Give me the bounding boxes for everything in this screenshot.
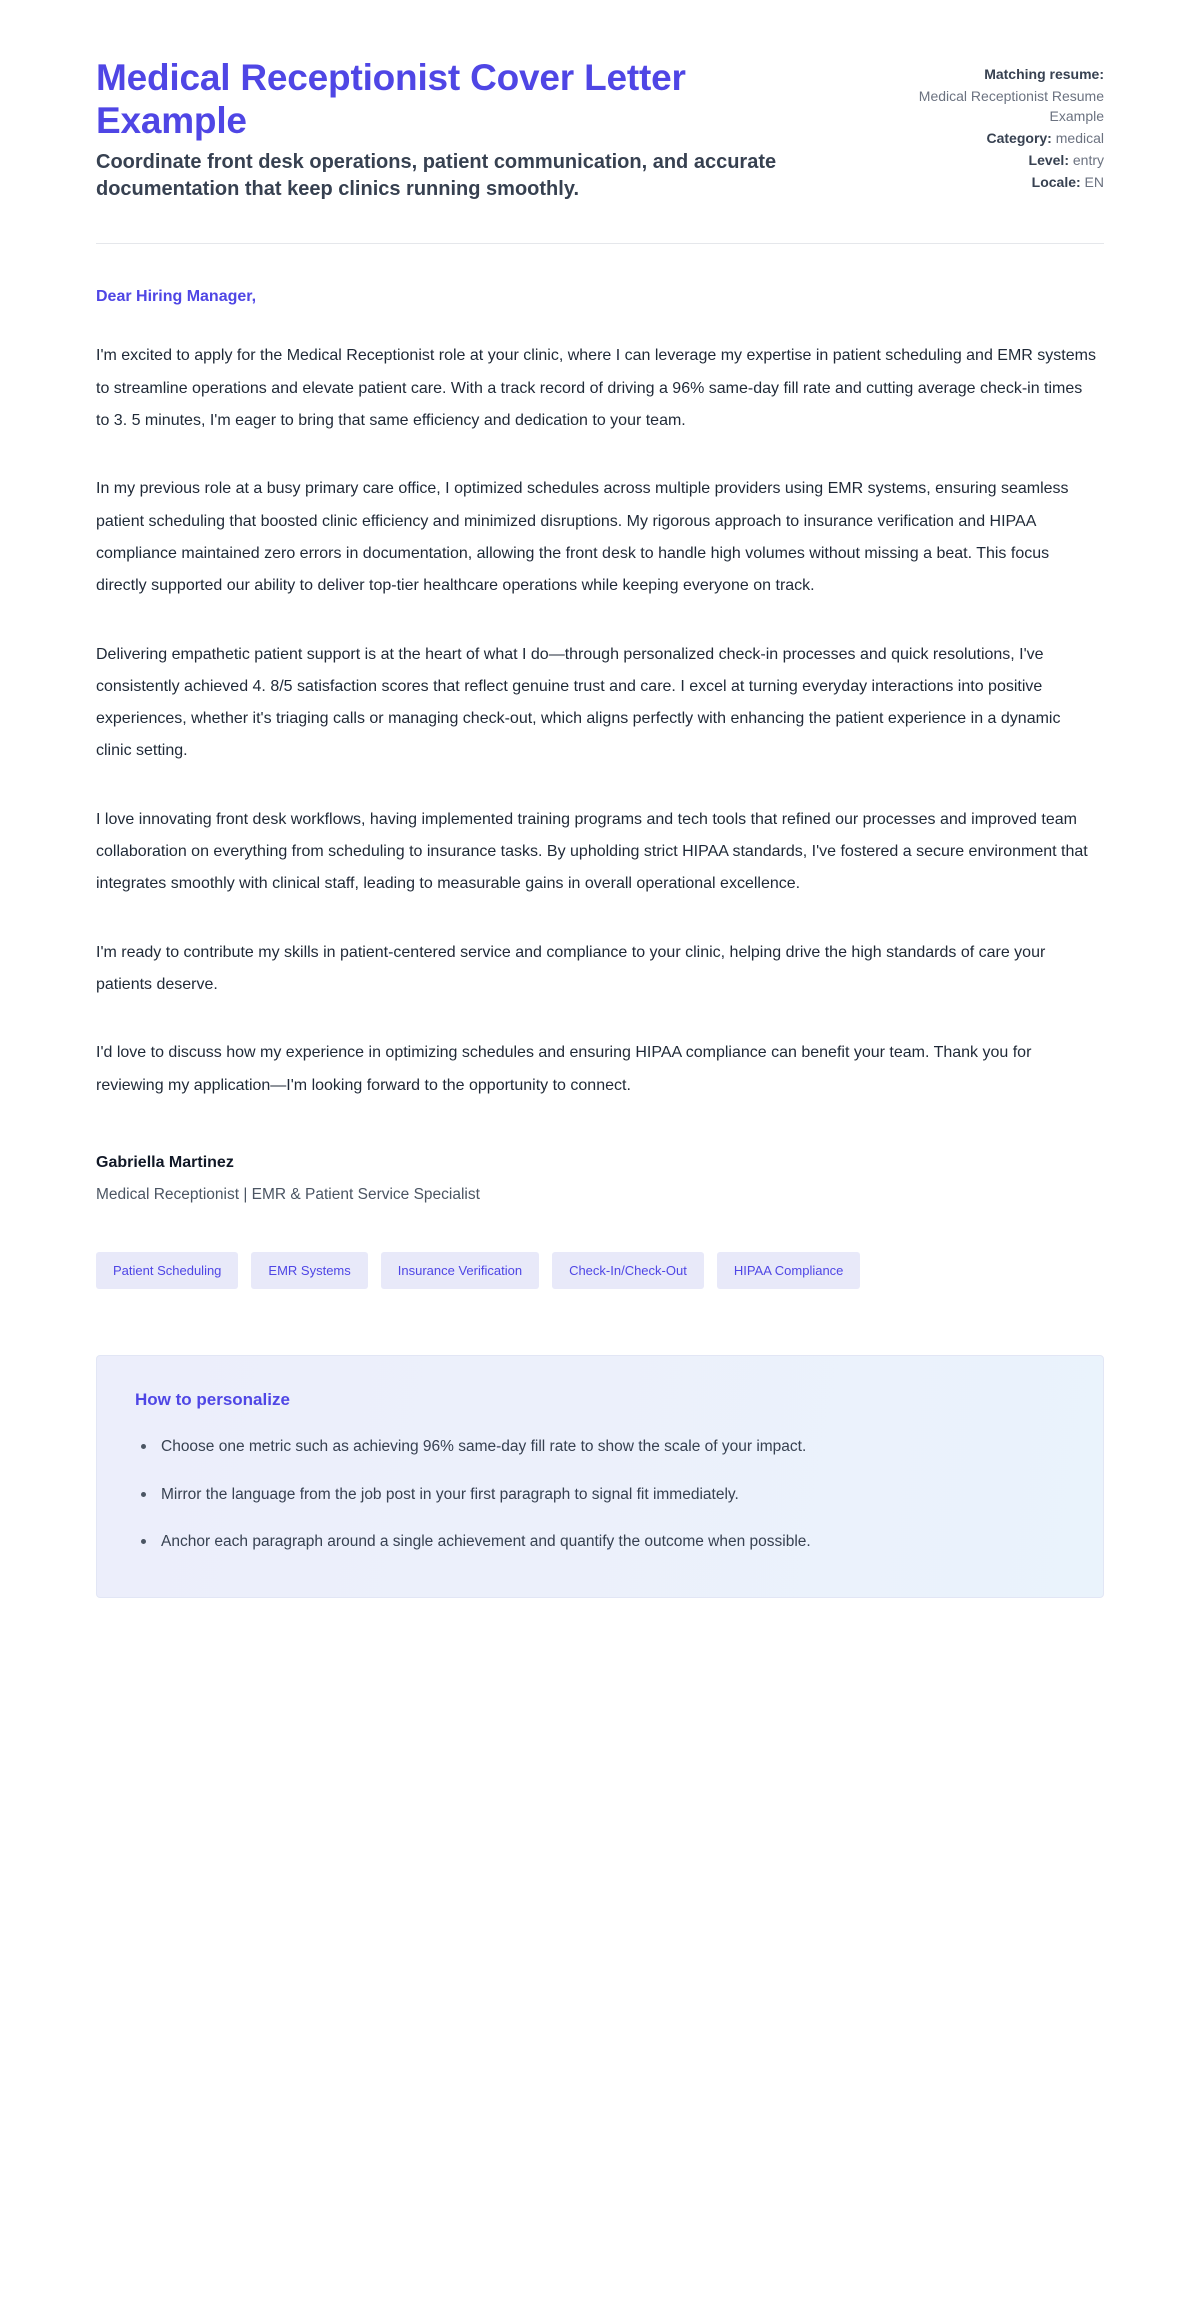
letter-paragraph: In my previous role at a busy primary care office, I optimized schedules across multiple providers using EMR systems, ensuring seamless patient scheduling that boosted clinic efficiency and minimized disruptions. My rigorous approach to insurance verification and HIPAA compliance maintained zero errors in documentation, allowing the front desk to handle high volumes without missing a beat. This focus directly supported our ability to deliver top-tier healthcare operations while keeping everyone on track. bbox=[96, 480, 1069, 595]
meta-level bbox=[904, 150, 1104, 171]
meta-level-value: entry bbox=[1072, 151, 1104, 168]
meta-matching-resume-label: Matching resume: bbox=[984, 66, 1104, 82]
letter-paragraph: I love innovating front desk workflows, having implemented training programs and tech tools that refined our processes and improved team collaboration on everything from scheduling to insurance tasks. By upholding strict HIPAA standards, I've fostered a secure environment that integrates smoothly with clinical staff, leading to measurable gains in overall operational excellence. bbox=[96, 810, 1088, 893]
callout-title: How to personalize bbox=[135, 1389, 290, 1409]
skill-tag[interactable]: HIPAA Compliance bbox=[717, 1252, 861, 1289]
meta-category-label: Category: bbox=[986, 130, 1052, 147]
skill-tag[interactable]: Insurance Verification bbox=[381, 1252, 539, 1289]
skill-tag[interactable]: Check-In/Check-Out bbox=[552, 1252, 704, 1289]
letter-paragraph: Delivering empathetic patient support is at the heart of what I do—through personalized check-in processes and quick resolutions, I've consistently achieved 4. 8/5 satisfaction scores that reflect genuine trust and care. I excel at turning everyday interactions into positive experiences, whether it's triaging calls or managing check-out, which aligns perfectly with enhancing the patient experience in a dynamic clinic setting. bbox=[96, 645, 1061, 760]
letter-paragraphs bbox=[96, 340, 1104, 1102]
page-subtitle: Coordinate front desk operations, patient communication, and accurate documentation that keep clinics running smoothly. bbox=[96, 150, 777, 200]
letter-body bbox=[96, 244, 1104, 1102]
meta-locale bbox=[904, 172, 1104, 193]
page-header bbox=[96, 56, 1104, 203]
document-metadata bbox=[904, 56, 1104, 193]
meta-matching-resume-value: Medical Receptionist Resume Example bbox=[918, 87, 1104, 125]
skill-tag-list bbox=[96, 1252, 916, 1289]
salutation: Dear Hiring Manager, bbox=[96, 288, 257, 306]
letter-paragraph: I'd love to discuss how my experience in optimizing schedules and ensuring HIPAA compliance can benefit your team. Thank you for reviewing my application—I'm looking forward to the opportunity to connect. bbox=[96, 1044, 1032, 1094]
page-title: Medical Receptionist Cover Letter Example bbox=[96, 57, 686, 142]
signature-role: Medical Receptionist | EMR & Patient Service Specialist bbox=[96, 1185, 480, 1203]
callout-tip-item: Choose one metric such as achieving 96% same-day fill rate to show the scale of your impact. bbox=[135, 1432, 1015, 1462]
page-content bbox=[96, 0, 1104, 1598]
meta-level-label: Level: bbox=[1028, 151, 1069, 168]
header-title-block bbox=[96, 56, 826, 203]
meta-category-value: medical bbox=[1055, 130, 1104, 147]
callout-tip-list bbox=[135, 1432, 1065, 1557]
signature-block bbox=[96, 1154, 1104, 1204]
callout-tip-item: Anchor each paragraph around a single achievement and quantify the outcome when possible. bbox=[135, 1527, 1015, 1557]
callout-tip-item: Mirror the language from the job post in your first paragraph to signal fit immediately. bbox=[135, 1480, 1015, 1510]
skill-tag[interactable]: EMR Systems bbox=[251, 1252, 367, 1289]
meta-matching-resume-value-row bbox=[904, 86, 1104, 127]
skill-tag[interactable]: Patient Scheduling bbox=[96, 1252, 238, 1289]
meta-locale-label: Locale: bbox=[1031, 173, 1081, 190]
how-to-personalize-callout bbox=[96, 1355, 1104, 1598]
meta-category bbox=[904, 128, 1104, 149]
signature-name: Gabriella Martinez bbox=[96, 1153, 234, 1171]
letter-paragraph: I'm ready to contribute my skills in patient-centered service and compliance to your clinic, helping drive the high standards of care your patients deserve. bbox=[96, 943, 1046, 994]
meta-matching-resume bbox=[904, 64, 1104, 85]
letter-paragraph: I'm excited to apply for the Medical Receptionist role at your clinic, where I can leverage my expertise in patient scheduling and EMR systems to streamline operations and elevate patient care. With a track record of driving a 96% same-day fill rate and cutting average check-in times to 3. 5 minutes, I'm eager to bring that same efficiency and dedication to your team. bbox=[96, 347, 1096, 429]
meta-locale-value: EN bbox=[1084, 173, 1104, 190]
